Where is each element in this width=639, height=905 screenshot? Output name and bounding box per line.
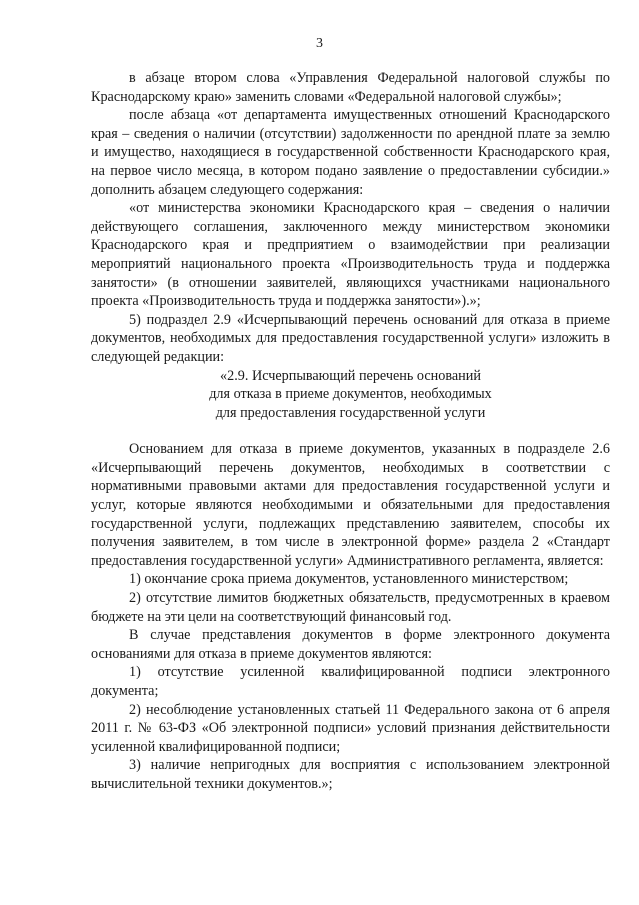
heading-line-1: «2.9. Исчерпывающий перечень оснований: [220, 367, 481, 384]
list-item-1-signature: 1) отсутствие усиленной квалифицированной подписи электронного документа;: [91, 664, 610, 699]
list-item-2-signature-validity: 2) несоблюдение установленных статьей 11 Федерального закона от 6 апреля 2011 г. № 63-ФЗ «Об электронной подписи» условий признания действительности усиленной квалифицированной подписи;: [91, 701, 610, 755]
paragraph-amend-tax-service: в абзаце втором слова «Управления Федеральной налоговой службы по Краснодарскому краю» заменить словами «Федеральной налоговой службы»;: [91, 70, 610, 105]
paragraph-electronic-docs: В случае представления документов в форме электронного документа основаниями для отказа в приеме документов являются:: [91, 627, 610, 662]
paragraph-subsection-2-9: 5) подраздел 2.9 «Исчерпывающий перечень оснований для отказа в приеме документов, необходимых для предоставления государственной услуги» изложить в следующей редакции:: [91, 311, 610, 365]
paragraph-grounds-refusal: Основанием для отказа в приеме документов, указанных в подразделе 2.6 «Исчерпывающий перечень документов, необходимых в соответствии с нормативными правовыми актами для предоставления государственной услуги и услуг, которые являются необходимыми и обязательными для предоставления государственной услуги, подлежащих представлению заявителем, способы их получения заявителем, в том числе в электронной форме» раздела 2 «Стандарт предоставления государственной услуги» Административного регламента, является:: [91, 441, 610, 569]
list-item-1-deadline: 1) окончание срока приема документов, установленного министерством;: [129, 571, 569, 588]
heading-line-3: для предоставления государственной услуги: [215, 404, 486, 421]
subsection-heading: [91, 367, 610, 423]
list-item-3-unreadable-docs: 3) наличие непригодных для восприятия с использованием электронной вычислительной техники документов.»;: [91, 757, 610, 792]
paragraph-after-property-dept: после абзаца «от департамента имущественных отношений Краснодарского края – сведения о наличии (отсутствии) задолженности по арендной плате за землю и имущество, находящиеся в государственной собственности Краснодарского края, на первое число месяца, в котором подано заявление о предоставлении субсидии.» дополнить абзацем следующего содержания:: [91, 107, 610, 198]
document-body: [91, 69, 610, 794]
heading-line-2: для отказа в приеме документов, необходимых: [209, 386, 492, 403]
spacer: [91, 422, 610, 440]
page-number: 3: [316, 36, 323, 51]
paragraph-ministry-economy: «от министерства экономики Краснодарского края – сведения о наличии действующего соглашения, заключенного между министерством экономики Краснодарского края и предприятием о взаимодействии при реализации мероприятий национального проекта «Производительность труда и поддержка занятости» (в отношении заявителей, являющихся участниками национального проекта «Производительность труда и поддержка занятости»).»;: [91, 200, 610, 310]
list-item-2-budget-limits: 2) отсутствие лимитов бюджетных обязательств, предусмотренных в краевом бюджете на эти цели на соответствующий финансовый год.: [91, 590, 610, 625]
